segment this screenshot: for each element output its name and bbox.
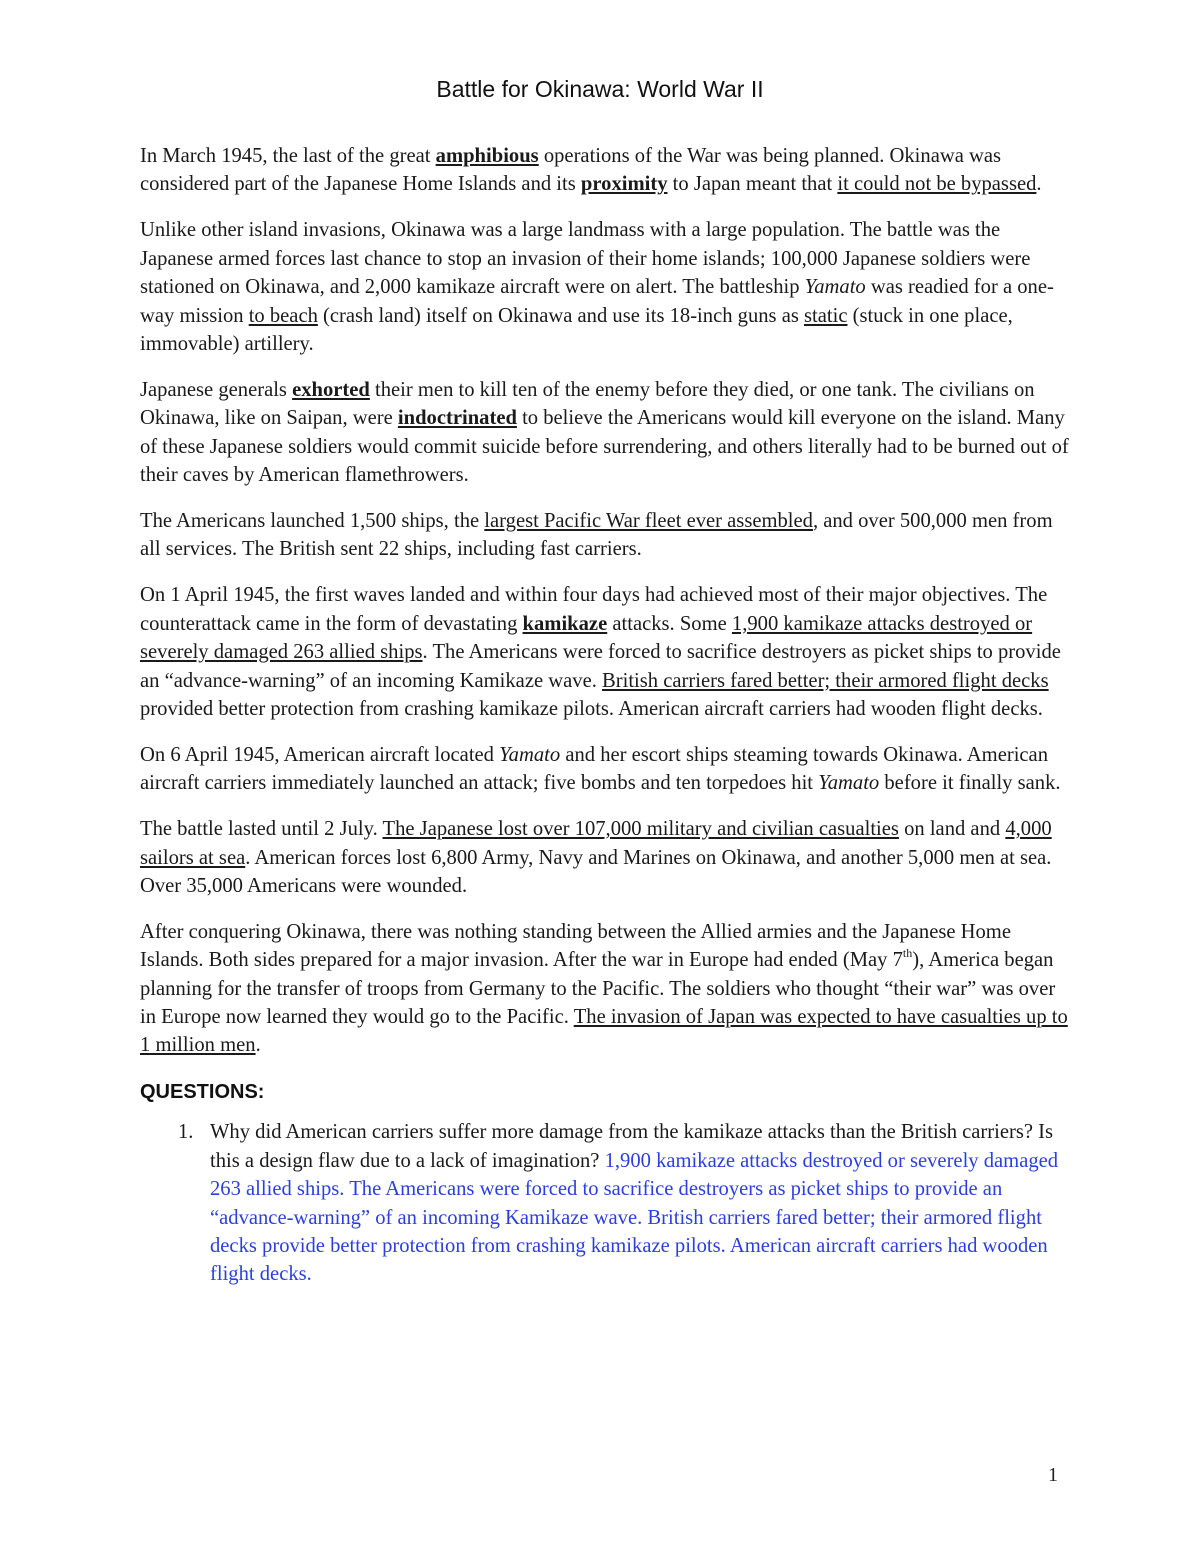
underlined-phrase: largest Pacific War fleet ever assembled bbox=[484, 509, 813, 532]
underlined-phrase: static bbox=[804, 304, 848, 327]
text-run: Japanese generals bbox=[140, 378, 293, 401]
underlined-phrase: 1,900 kamikaze attacks destroyed or severely damaged 263 allied ships bbox=[140, 612, 1033, 664]
ship-name-yamato: Yamato bbox=[499, 743, 561, 766]
text-run: . The Americans were forced to sacrifice destroyers as picket ships to provide an “advance-warning” of an incoming Kamikaze wave. bbox=[140, 641, 1061, 692]
vocab-exhorted: exhorted bbox=[292, 378, 370, 401]
text-run: operations of the War was being planned. Okinawa was considered part of the Japanese Home Islands and its bbox=[140, 145, 1002, 196]
underlined-phrase: it could not be bypassed bbox=[837, 173, 1037, 196]
question-text: Why did American carriers suffer more damage from the kamikaze attacks than the British carriers? Is this a design flaw due to a lack of imagination? bbox=[210, 1121, 1054, 1172]
paragraph-landing-kamikaze bbox=[140, 581, 1070, 723]
vocab-indoctrinated: indoctrinated bbox=[397, 407, 517, 430]
underlined-phrase: The invasion of Japan was expected to have casualties up to 1 million men bbox=[140, 1006, 1068, 1057]
vocab-proximity: proximity bbox=[580, 173, 668, 196]
text-run: their men to kill ten of the enemy before they died, or one tank. The civilians on Okinawa, like on Saipan, were bbox=[140, 378, 1035, 430]
paragraph-japanese-generals bbox=[140, 376, 1070, 490]
page-number: 1 bbox=[1048, 1464, 1058, 1486]
vocab-kamikaze: kamikaze bbox=[522, 612, 608, 635]
questions-list bbox=[140, 1118, 1070, 1288]
text-run: (crash land) itself on Okinawa and use its 18-inch guns as bbox=[317, 304, 805, 327]
text-run: . bbox=[255, 1034, 261, 1057]
text-run: (stuck in one place, immovable) artillery. bbox=[140, 304, 1013, 355]
text-run: , and over 500,000 men from all services. The British sent 22 ships, including fast carriers. bbox=[140, 509, 1053, 561]
text-run: . bbox=[1036, 173, 1042, 196]
paragraph-intro bbox=[140, 142, 1070, 199]
question-content bbox=[210, 1118, 1070, 1288]
document-title: Battle for Okinawa: World War II bbox=[436, 76, 764, 102]
text-run: was readied for a one-way mission bbox=[140, 276, 1054, 327]
underlined-phrase: to beach bbox=[248, 304, 318, 327]
text-run: provided better protection from crashing kamikaze pilots. American aircraft carriers had wooden flight decks. bbox=[140, 697, 1043, 720]
text-run: Unlike other island invasions, Okinawa was a large landmass with a large population. The battle was the Japanese armed forces last chance to stop an invasion of their home islands; 100,000 Japanese soldiers were stationed on Okinawa, and 2,000 kamikaze aircraft were on alert. The battleship bbox=[140, 219, 1031, 299]
question-number: 1. bbox=[178, 1121, 194, 1144]
answer-text: 1,900 kamikaze attacks destroyed or severely damaged 263 allied ships. The Americans were forced to sacrifice destroyers as picket ships to provide an “advance-warning” of an incoming Kamikaze wave. British carriers fared better; their armored flight decks provide better protection from crashing kamikaze pilots. American aircraft carriers had wooden flight decks. bbox=[210, 1149, 1059, 1286]
text-run: before it finally sank. bbox=[879, 772, 1061, 795]
vocab-amphibious: amphibious bbox=[435, 145, 539, 167]
ship-name-yamato: Yamato bbox=[818, 772, 880, 795]
paragraph-casualties bbox=[140, 815, 1070, 900]
text-run: ), America began planning for the transfer of troops from Germany to the Pacific. The soldiers who thought “their war” was over in Europe now learned they would go to the Pacific. bbox=[140, 949, 1056, 1029]
text-run: The battle lasted until 2 July. bbox=[140, 818, 383, 841]
text-run: On 6 April 1945, American aircraft located bbox=[140, 743, 500, 766]
text-run: attacks. Some bbox=[607, 612, 732, 635]
text-run: The Americans launched 1,500 ships, the bbox=[140, 509, 485, 532]
underlined-phrase: 4,000 sailors at sea bbox=[140, 818, 1052, 869]
question-item bbox=[140, 1118, 1070, 1288]
paragraph-american-fleet bbox=[140, 507, 1070, 564]
superscript: th bbox=[902, 946, 913, 961]
paragraph-after-okinawa bbox=[140, 918, 1070, 1060]
text-run: to Japan meant that bbox=[667, 173, 838, 196]
text-run: to believe the Americans would kill everyone on the island. Many of these Japanese soldiers would commit suicide before surrendering, and others literally had to be burned out of their caves by American flamethrowers. bbox=[140, 407, 1069, 487]
text-run: On 1 April 1945, the first waves landed and within four days had achieved most of their major objectives. The counterattack came in the form of devastating bbox=[140, 584, 1048, 635]
text-run: . American forces lost 6,800 Army, Navy and Marines on Okinawa, and another 5,000 men at sea. Over 35,000 Americans were wounded. bbox=[140, 846, 1052, 897]
paragraph-yamato-sinking bbox=[140, 741, 1070, 798]
document-body bbox=[140, 142, 1070, 1289]
underlined-phrase: The Japanese lost over 107,000 military and civilian casualties bbox=[382, 818, 899, 841]
text-run: After conquering Okinawa, there was nothing standing between the Allied armies and the Japanese Home Islands. Both sides prepared for a major invasion. After the war in Europe had ended (May 7 bbox=[140, 920, 1011, 972]
text-run: and her escort ships steaming towards Okinawa. American aircraft carriers immediately launched an attack; five bombs and ten torpedoes hit bbox=[140, 743, 1048, 795]
question-number-cell bbox=[140, 1118, 210, 1288]
text-run: on land and bbox=[898, 818, 1006, 841]
questions-heading: QUESTIONS: bbox=[140, 1080, 265, 1103]
underlined-phrase: British carriers fared better; their armored flight decks bbox=[602, 669, 1049, 692]
ship-name-yamato: Yamato bbox=[804, 276, 866, 299]
text-run: In March 1945, the last of the great bbox=[140, 145, 436, 167]
paragraph-island-invasions bbox=[140, 216, 1070, 358]
